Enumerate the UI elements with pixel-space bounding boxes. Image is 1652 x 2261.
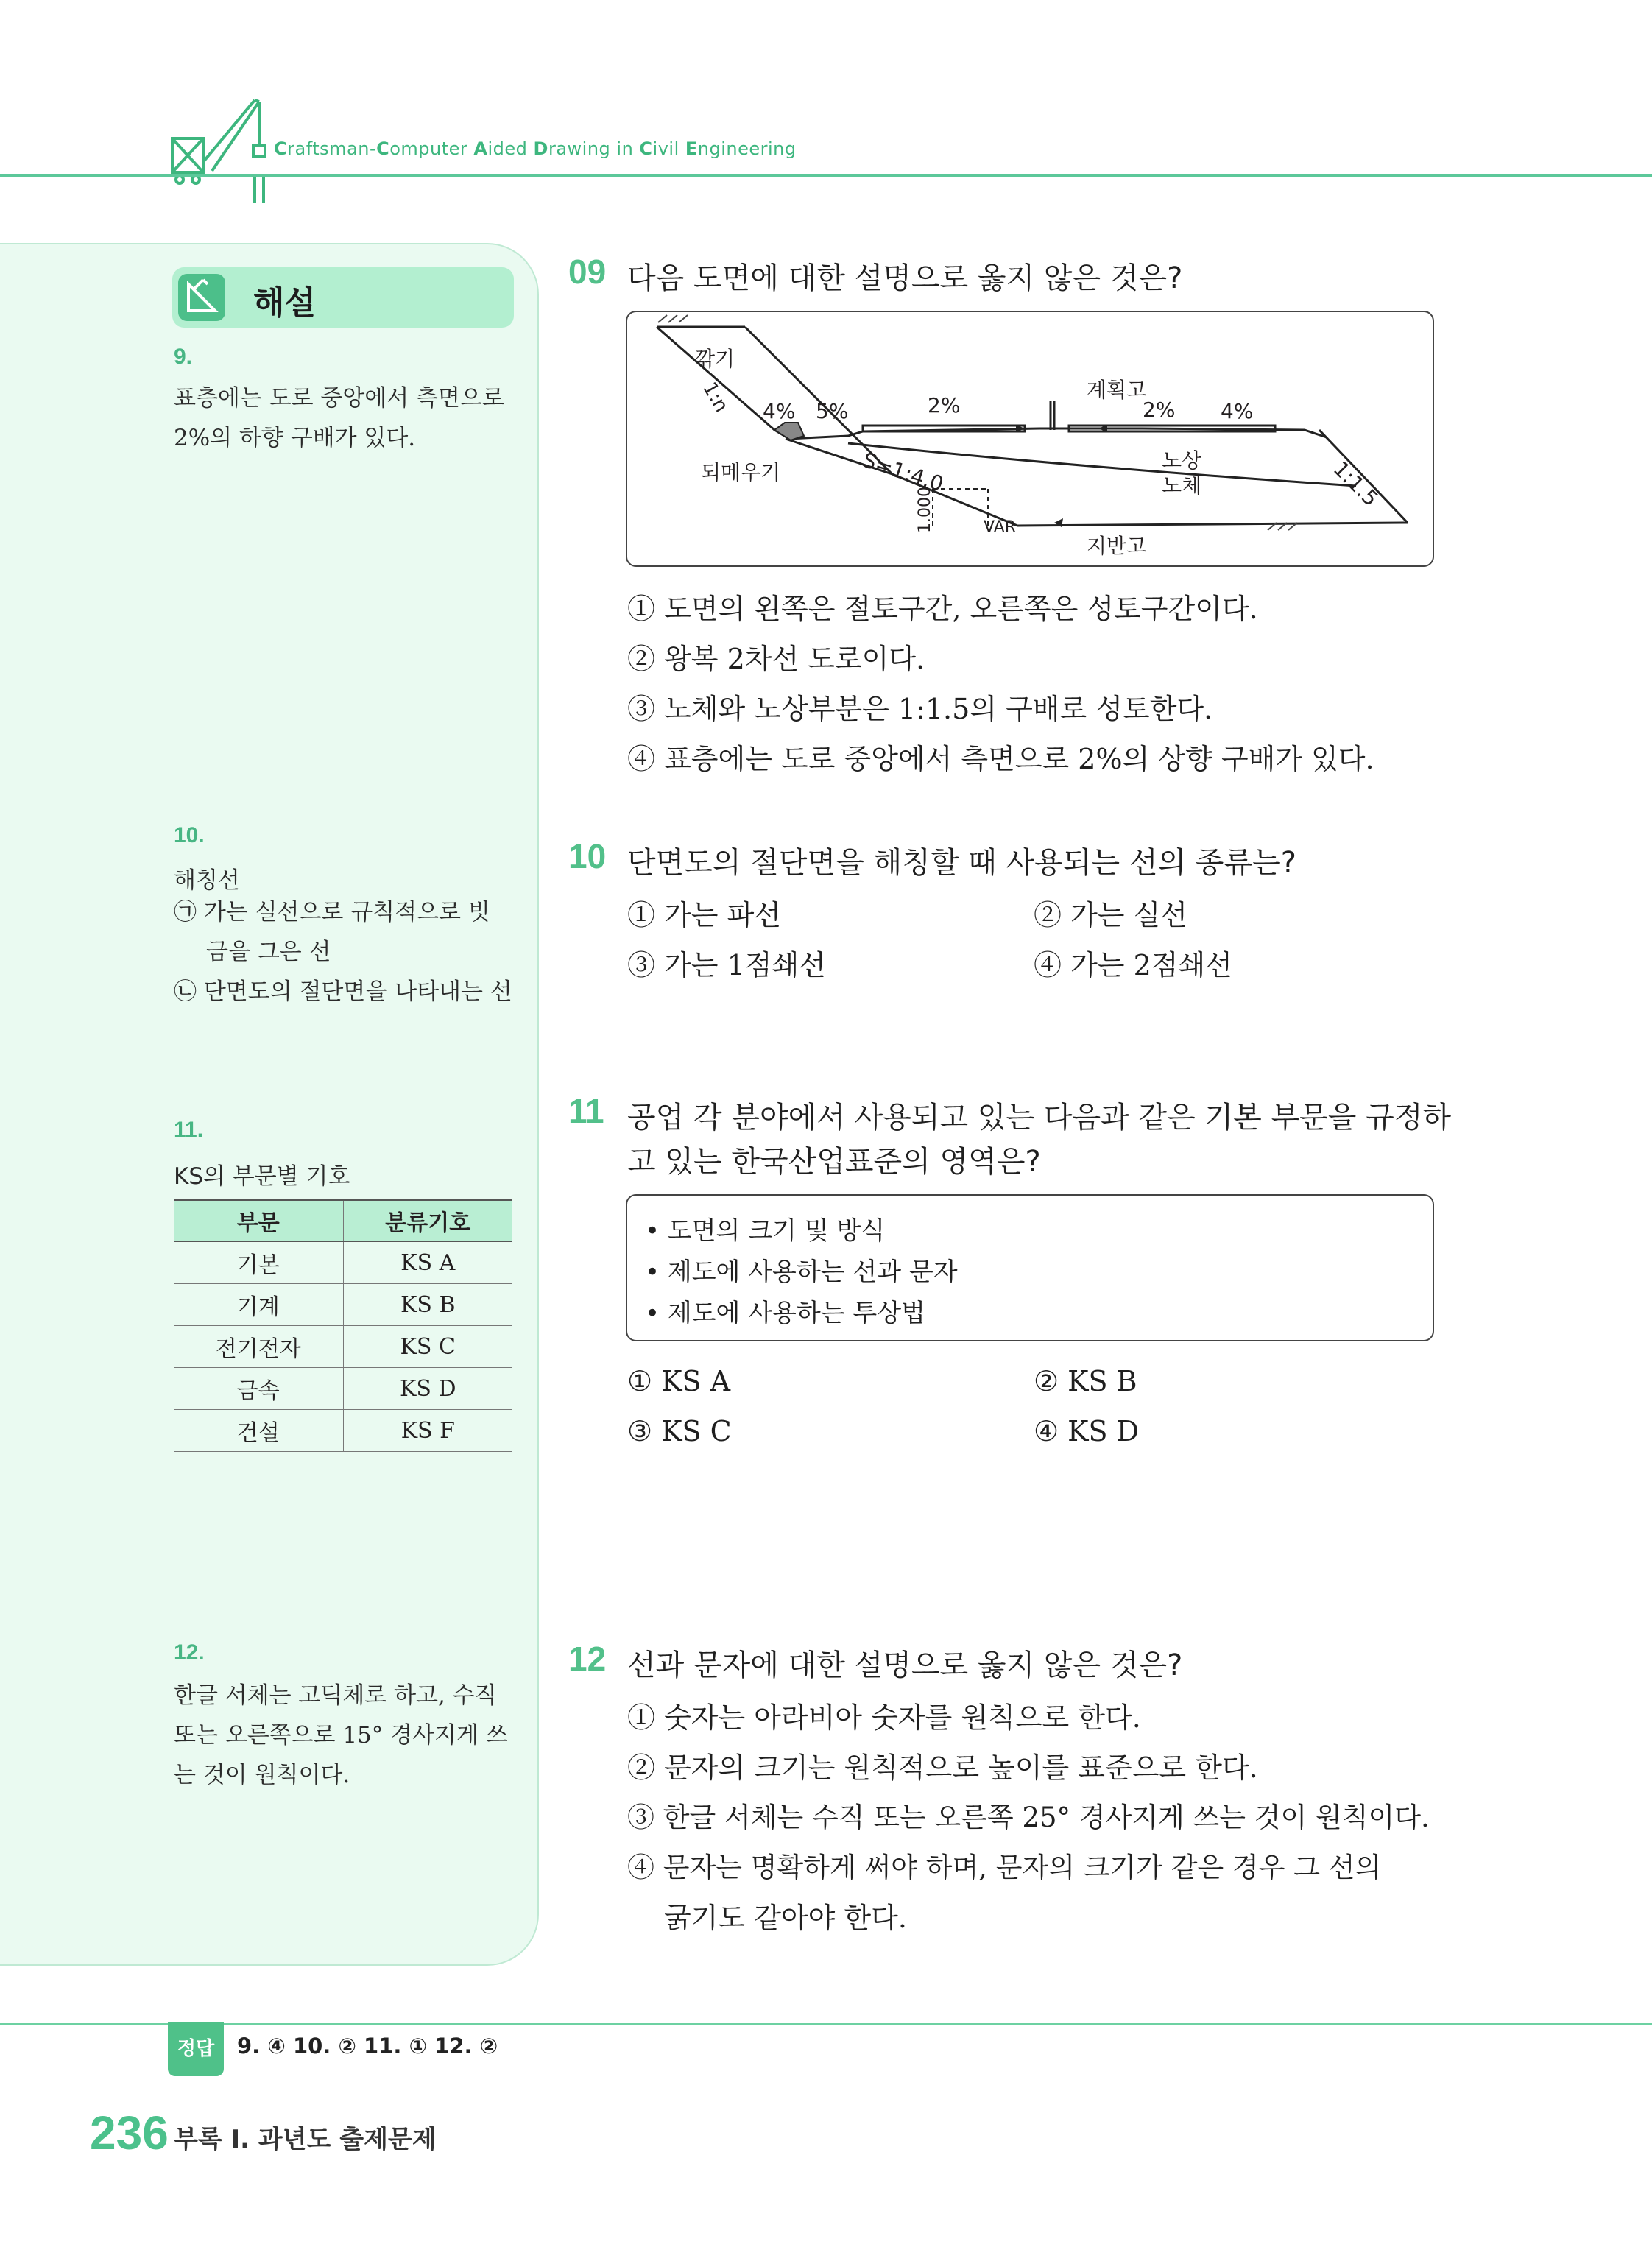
figure-label-plan-height: 계획고 <box>1087 378 1147 402</box>
question-11-option-2[interactable]: ② KS B <box>1034 1365 1137 1397</box>
figure-label-backfill: 되메우기 <box>701 460 781 484</box>
info-bullet: • 도면의 크기 및 방식 <box>645 1216 886 1246</box>
explanation-12-text: 한글 서체는 고딕체로 하고, 수직 또는 오른쪽으로 15° 경사지게 쓰 는 것이 원칙이다. <box>174 1682 508 1788</box>
explanation-9-text: 표층에는 도로 중앙에서 측면으로 2%의 하향 구배가 있다. <box>174 385 504 451</box>
question-9-option-4[interactable]: ④ 표층에는 도로 중앙에서 측면으로 2%의 상향 구배가 있다. <box>627 743 1374 775</box>
question-10-option-4[interactable]: ④ 가는 2점쇄선 <box>1034 949 1232 981</box>
table-row: 기계 KS B <box>174 1284 512 1326</box>
question-10-option-1[interactable]: ① 가는 파선 <box>627 899 781 931</box>
figure-label-pct-4-left: 4% <box>763 399 796 423</box>
table-row: 건설 KS F <box>174 1410 512 1452</box>
question-12-option-3[interactable]: ③ 한글 서체는 수직 또는 오른쪽 25° 경사지게 쓰는 것이 원칙이다. <box>627 1802 1430 1833</box>
info-bullet: • 제도에 사용하는 선과 문자 <box>645 1258 958 1287</box>
figure-label-pct-5: 5% <box>816 399 849 423</box>
crane-logo-icon <box>168 94 278 205</box>
question-12-option-4[interactable]: ④ 문자는 명확하게 써야 하며, 문자의 크기가 같은 경우 그 선의 <box>627 1852 1382 1883</box>
figure-label-embankment: 노체 <box>1162 473 1202 498</box>
table-row: 전기전자 KS C <box>174 1326 512 1368</box>
question-10-option-3[interactable]: ③ 가는 1점쇄선 <box>627 949 826 981</box>
page-number: 236 <box>90 2106 169 2159</box>
figure-label-depth: 1.000 <box>916 487 934 533</box>
figure-label-cut: 깎기 <box>695 347 735 371</box>
header-title: Craftsman-Computer Aided Drawing in Civil Engineering <box>274 138 797 159</box>
question-9-number: 09 <box>568 253 607 291</box>
figure-label-pct-2-right: 2% <box>1143 398 1176 422</box>
explanation-10-text: ㉠ 가는 실선으로 규칙적으로 빗 금을 그은 선 ㉡ 단면도의 절단면을 나타내는 선 <box>174 899 512 1005</box>
figure-label-var: VAR <box>984 518 1016 537</box>
explanation-10-heading: 해칭선 <box>174 867 240 894</box>
figure-label-roadbed: 노상 <box>1162 448 1202 473</box>
question-10-number: 10 <box>568 837 607 875</box>
question-12-text: 선과 문자에 대한 설명으로 옳지 않은 것은? <box>627 1648 1183 1682</box>
road-cross-section-figure <box>626 311 1434 567</box>
figure-label-fill-slope: 1:1.5 <box>1328 456 1383 512</box>
header-rule <box>0 174 1652 177</box>
ks-code-table <box>174 1199 512 1452</box>
answer-label: 정답 <box>168 2022 224 2076</box>
question-11-option-4[interactable]: ④ KS D <box>1034 1415 1140 1447</box>
question-12-option-2[interactable]: ② 문자의 크기는 원칙적으로 높이를 표준으로 한다. <box>627 1752 1258 1784</box>
question-12-number: 12 <box>568 1640 607 1678</box>
question-12-option-1[interactable]: ① 숫자는 아라비아 숫자를 원칙으로 한다. <box>627 1701 1141 1734</box>
explanation-12-number: 12. <box>174 1640 205 1665</box>
explanation-11-number: 11. <box>174 1118 204 1142</box>
question-9-option-2[interactable]: ② 왕복 2차선 도로이다. <box>627 643 925 675</box>
pencil-ruler-icon <box>178 274 225 321</box>
footer-rule <box>0 2023 1652 2025</box>
figure-label-s-slope: S=1:4.0 <box>859 448 947 497</box>
table-row: 금속 KS D <box>174 1368 512 1410</box>
figure-label-cut-slope: 1:n <box>698 378 733 417</box>
answer-key: 9. ④ 10. ② 11. ① 12. ② <box>237 2034 498 2059</box>
figure-label-ground-level: 지반고 <box>1087 534 1147 558</box>
table-header-row <box>174 1200 512 1242</box>
question-11-text-line-1: 공업 각 분야에서 사용되고 있는 다음과 같은 기본 부문을 규정하 <box>627 1101 1452 1135</box>
section-title: 부록 I. 과년도 출제문제 <box>174 2125 437 2154</box>
question-9-option-3[interactable]: ③ 노체와 노상부분은 1:1.5의 구배로 성토한다. <box>627 693 1213 725</box>
table-header: 부문 <box>174 1200 343 1242</box>
question-10-text: 단면도의 절단면을 해칭할 때 사용되는 선의 종류는? <box>627 846 1296 880</box>
question-9-option-1[interactable]: ① 도면의 왼쪽은 절토구간, 오른쪽은 성토구간이다. <box>627 593 1258 625</box>
info-bullet: • 제도에 사용하는 투상법 <box>645 1299 925 1328</box>
explanation-title: 해설 <box>253 284 317 322</box>
question-11-option-1[interactable]: ① KS A <box>627 1365 731 1397</box>
figure-label-pct-4-right: 4% <box>1221 399 1254 423</box>
question-11-text-line-2: 고 있는 한국산업표준의 영역은? <box>627 1145 1041 1179</box>
figure-label-pct-2-left: 2% <box>928 393 961 417</box>
question-11-option-3[interactable]: ③ KS C <box>627 1415 732 1447</box>
explanation-11-heading: KS의 부문별 기호 <box>174 1163 350 1190</box>
question-11-number: 11 <box>568 1092 604 1130</box>
table-header: 분류기호 <box>343 1200 512 1242</box>
question-12-option-4-continued: 굵기도 같아야 한다. <box>664 1902 907 1934</box>
table-row: 기본 KS A <box>174 1241 512 1284</box>
question-9-text: 다음 도면에 대한 설명으로 옳지 않은 것은? <box>627 261 1183 295</box>
explanation-10-number: 10. <box>174 823 205 847</box>
question-11-info-box <box>626 1194 1434 1341</box>
explanation-9-number: 9. <box>174 345 193 369</box>
question-10-option-2[interactable]: ② 가는 실선 <box>1034 899 1187 931</box>
